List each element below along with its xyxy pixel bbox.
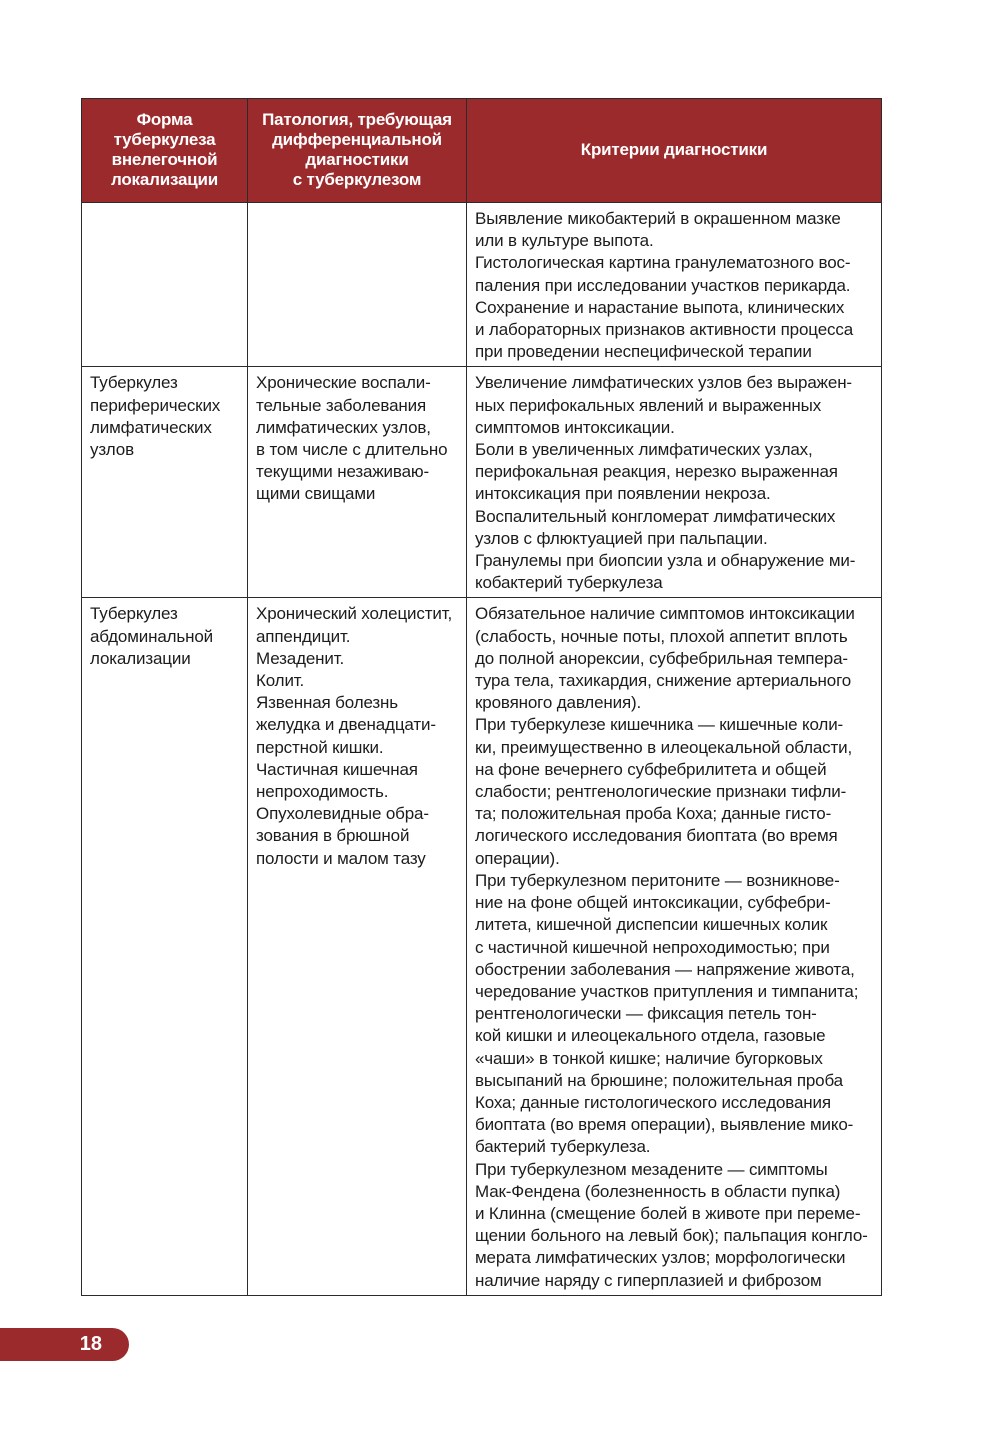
text-line: Колит. xyxy=(256,671,305,691)
table-row xyxy=(82,367,882,598)
text-line: операции). xyxy=(475,848,560,868)
text-line: полости и малом тазу xyxy=(256,848,426,868)
text-line: Боли в увеличенных лимфатических узлах, xyxy=(475,440,813,460)
header-pathology: Патология, требующая дифференциальной диагностики с туберкулезом xyxy=(248,99,467,203)
text-line: ки, преимущественно в илеоцекальной области, xyxy=(475,737,853,757)
cell-form xyxy=(82,367,248,598)
cell-pathology xyxy=(248,367,467,598)
cell-form xyxy=(82,598,248,1295)
cell-form xyxy=(82,203,248,367)
text-line: слабости; рентгенологические признаки тифли- xyxy=(475,782,847,802)
cell-criteria xyxy=(467,598,882,1295)
text-line: интоксикация при появлении некроза. xyxy=(475,484,771,504)
text-line: узлов xyxy=(90,440,134,460)
text-line: зования в брюшной xyxy=(256,826,410,846)
text-line: (слабость, ночные поты, плохой аппетит вплоть xyxy=(475,626,848,646)
text-line: лимфатических xyxy=(90,417,212,437)
cell-pathology xyxy=(248,598,467,1295)
cell-criteria xyxy=(467,203,882,367)
text-line: бактерий туберкулеза. xyxy=(475,1137,651,1157)
text-line: Частичная кишечная xyxy=(256,759,418,779)
text-line: Обязательное наличие симптомов интоксикации xyxy=(475,604,855,624)
table-body xyxy=(82,203,882,1296)
text-line: Опухолевидные обра- xyxy=(256,804,429,824)
table-row xyxy=(82,598,882,1295)
text-line: Сохранение и нарастание выпота, клинических xyxy=(475,297,845,317)
text-line: чередование участков притупления и тимпанита; xyxy=(475,981,859,1001)
text-line: Хронический холецистит, xyxy=(256,604,453,624)
text-line: щении больного на левый бок); пальпация конгло- xyxy=(475,1226,868,1246)
text-line: локализации xyxy=(90,648,191,668)
text-line: желудка и двенадцати- xyxy=(256,715,436,735)
text-line: абдоминальной xyxy=(90,626,213,646)
text-line: периферических xyxy=(90,395,221,415)
text-line: Увеличение лимфатических узлов без выражен- xyxy=(475,373,852,393)
text-line: Выявление микобактерий в окрашенном мазке xyxy=(475,209,841,228)
text-line: перстной кишки. xyxy=(256,737,384,757)
text-line: кобактерий туберкулеза xyxy=(475,573,663,593)
text-line: до полной анорексии, субфебрильная темпера- xyxy=(475,648,848,668)
table-header-row xyxy=(82,99,882,203)
text-line: кровяного давления). xyxy=(475,693,642,713)
text-line: на фоне вечернего субфебрилитета и общей xyxy=(475,759,827,779)
text-line: Гистологическая картина гранулематозного вос- xyxy=(475,253,851,273)
text-line: литета, кишечной диспепсии кишечных колик xyxy=(475,915,828,935)
text-line: тельные заболевания xyxy=(256,395,427,415)
header-criteria: Критерии диагностики xyxy=(467,99,882,203)
text-line: наличие наряду с гиперплазией и фиброзом xyxy=(475,1270,822,1290)
text-line: Туберкулез xyxy=(90,373,178,393)
text-line: аппендицит. xyxy=(256,626,351,646)
cell-pathology xyxy=(248,203,467,367)
text-line: Воспалительный конгломерат лимфатических xyxy=(475,506,836,526)
text-line: лимфатических узлов, xyxy=(256,417,431,437)
cell-criteria xyxy=(467,367,882,598)
text-line: Коха; данные гистологического исследования xyxy=(475,1092,831,1112)
text-line: с частичной кишечной непроходимостью; при xyxy=(475,937,830,957)
diagnostic-table xyxy=(81,98,882,1296)
text-line: текущими незаживаю- xyxy=(256,462,430,482)
text-line: Хронические воспали- xyxy=(256,373,431,393)
page-number: 18 xyxy=(79,1333,102,1355)
text-line: тура тела, тахикардия, снижение артериального xyxy=(475,671,852,691)
text-line: высыпаний на брюшине; положительная проба xyxy=(475,1070,843,1090)
text-line: биоптата (во время операции), выявление мико- xyxy=(475,1115,854,1135)
text-line: или в культуре выпота. xyxy=(475,231,654,251)
text-line: ние на фоне общей интоксикации, субфебри- xyxy=(475,893,831,913)
text-line: Туберкулез xyxy=(90,604,178,624)
text-line: непроходимость. xyxy=(256,782,389,802)
text-line: Гранулемы при биопсии узла и обнаружение ми- xyxy=(475,551,856,571)
text-line: при проведении неспецифической терапии xyxy=(475,342,812,362)
text-line: Язвенная болезнь xyxy=(256,693,398,713)
table-row xyxy=(82,203,882,367)
text-line: ных перифокальных явлений и выраженных xyxy=(475,395,822,415)
text-line: паления при исследовании участков перикарда. xyxy=(475,275,851,295)
text-line: в том числе с длительно xyxy=(256,440,448,460)
text-line: Мезаденит. xyxy=(256,648,345,668)
text-line: перифокальная реакция, нерезко выраженная xyxy=(475,462,838,482)
text-line: При туберкулезном перитоните — возникнове- xyxy=(475,870,840,890)
text-line: та; положительная проба Коха; данные гисто- xyxy=(475,804,832,824)
text-line: и лабораторных признаков активности процесса xyxy=(475,320,854,340)
text-line: мерата лимфатических узлов; морфологически xyxy=(475,1248,846,1268)
text-line: кой кишки и илеоцекального отдела, газовые xyxy=(475,1026,826,1046)
text-line: При туберкулезном мезадените — симптомы xyxy=(475,1159,828,1179)
text-line: логического исследования биоптата (во время xyxy=(475,826,838,846)
text-line: щими свищами xyxy=(256,484,376,504)
text-line: При туберкулезе кишечника — кишечные коли- xyxy=(475,715,844,735)
text-line: Мак-Фендена (болезненность в области пупка) xyxy=(475,1181,841,1201)
text-line: «чаши» в тонкой кишке; наличие бугорковых xyxy=(475,1048,823,1068)
text-line: узлов с флюктуацией при пальпации. xyxy=(475,528,768,548)
text-line: обострении заболевания — напряжение живота, xyxy=(475,959,855,979)
page-number-badge xyxy=(0,1328,129,1361)
text-line: рентгенологически — фиксация петель тон- xyxy=(475,1004,817,1024)
text-line: симптомов интоксикации. xyxy=(475,417,675,437)
text-line: и Клинна (смещение болей в животе при переме- xyxy=(475,1203,861,1223)
header-form: Форма туберкулеза внелегочной локализации xyxy=(82,99,248,203)
